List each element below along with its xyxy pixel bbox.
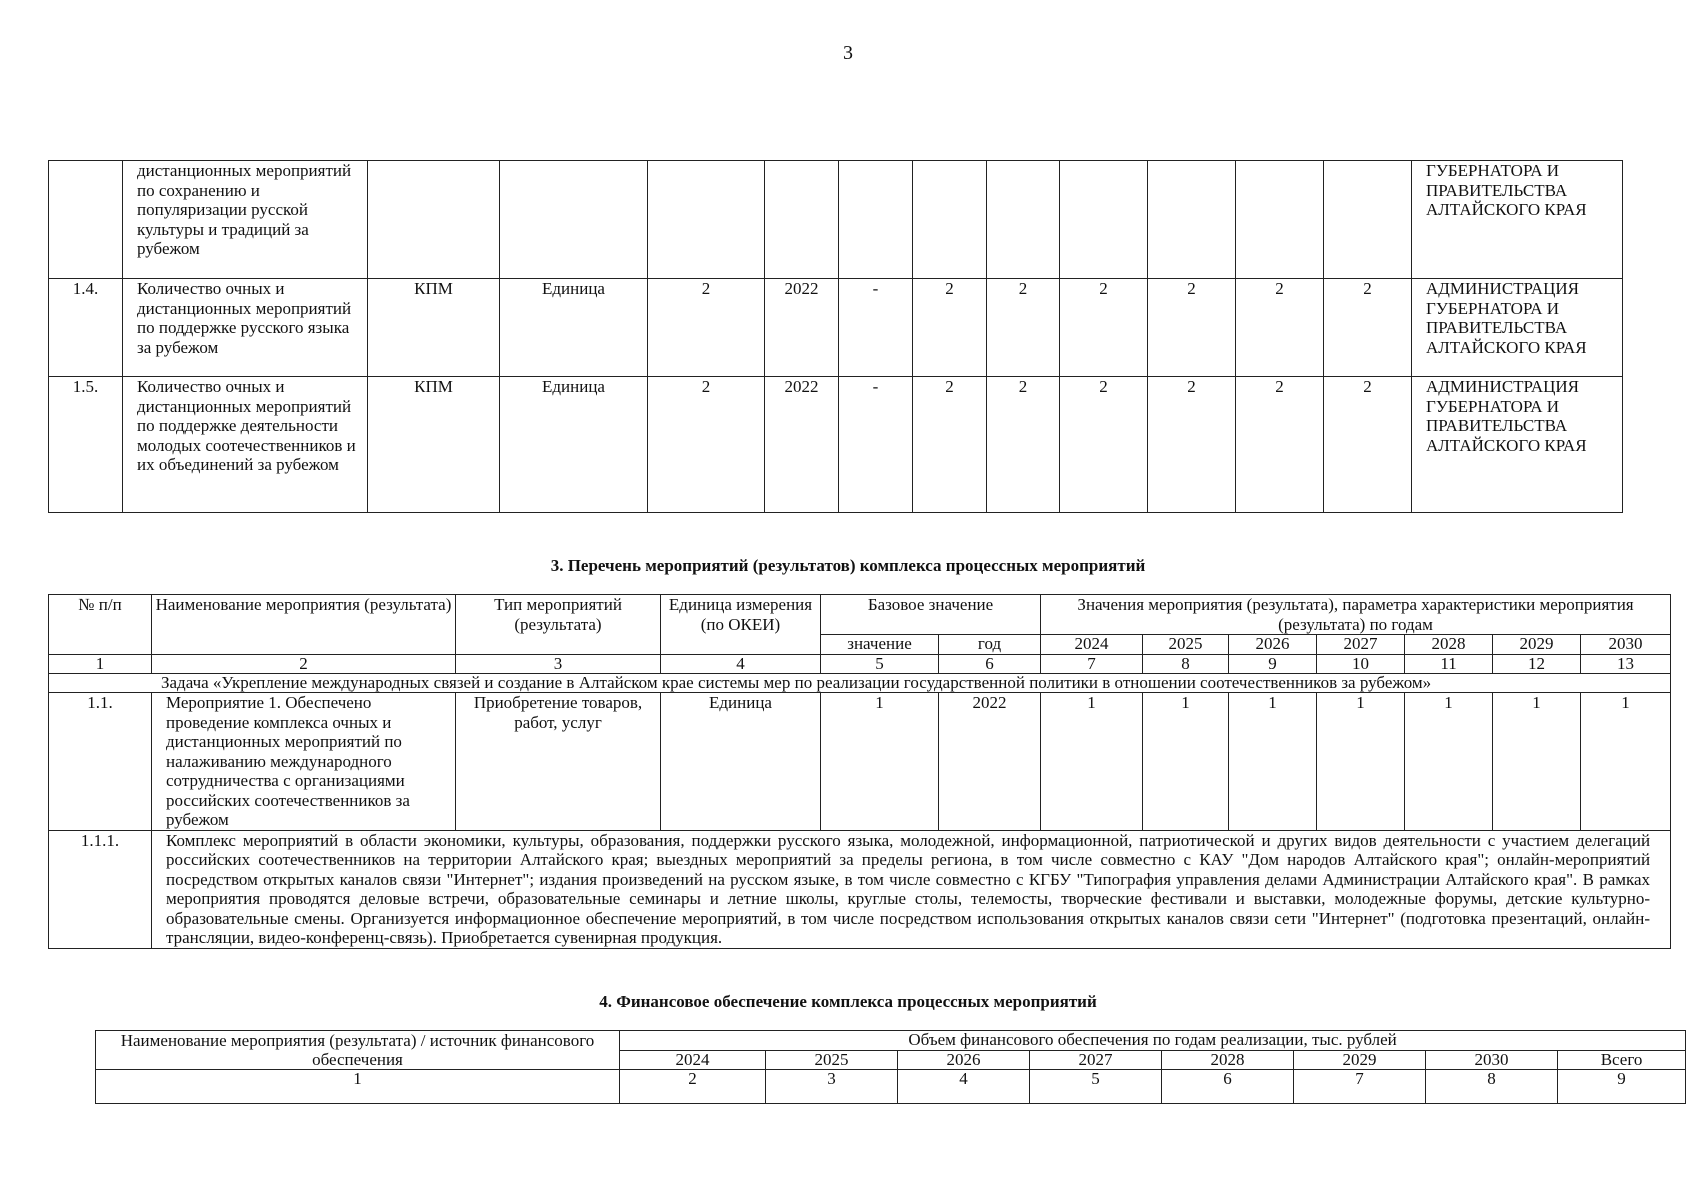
header-year: 2030: [1426, 1050, 1558, 1070]
indicator-type: [368, 161, 500, 279]
indicator-unit: [500, 161, 648, 279]
table-row: [49, 830, 1671, 948]
year-value: [839, 161, 913, 279]
table-row: [49, 377, 1623, 513]
year-value: 2: [1324, 377, 1412, 513]
row-number: 1.4.: [49, 279, 123, 377]
year-value: 1: [1493, 693, 1581, 831]
header-values: Значения мероприятия (результата), параметра характеристики мероприятия (результата) по годам: [1041, 595, 1671, 635]
header-base-value: значение: [821, 635, 939, 655]
header-year: 2030: [1581, 635, 1671, 655]
year-value: [1148, 161, 1236, 279]
year-value: -: [839, 279, 913, 377]
row-number: [49, 161, 123, 279]
column-number: 5: [821, 655, 939, 674]
column-number: 1: [96, 1070, 620, 1104]
year-value: 1: [1317, 693, 1405, 831]
financing-table: [95, 1030, 1686, 1104]
indicator-name: дистанционных мероприятий по сохранению и популяризации русской культуры и традиций за рубежом: [123, 161, 368, 279]
header-name: Наименование мероприятия (результата) / источник финансового обеспечения: [96, 1031, 620, 1070]
header-unit: Единица измерения (по ОКЕИ): [661, 595, 821, 655]
year-value: 2: [1236, 279, 1324, 377]
year-value: [913, 161, 987, 279]
column-number: 3: [766, 1070, 898, 1104]
year-value: 2: [1060, 377, 1148, 513]
responsible: АДМИНИСТРАЦИЯ ГУБЕРНАТОРА И ПРАВИТЕЛЬСТВА АЛТАЙСКОГО КРАЯ: [1412, 279, 1623, 377]
base-year: [765, 161, 839, 279]
column-number: 5: [1030, 1070, 1162, 1104]
row-number: 1.5.: [49, 377, 123, 513]
year-value: -: [839, 377, 913, 513]
indicator-name: Количество очных и дистанционных мероприятий по поддержке деятельности молодых соотечественников и их объединений за рубежом: [123, 377, 368, 513]
year-value: 1: [1405, 693, 1493, 831]
year-value: 2: [1148, 377, 1236, 513]
year-value: 2: [913, 279, 987, 377]
column-number: 3: [456, 655, 661, 674]
year-value: 1: [1229, 693, 1317, 831]
sub-event-description: Комплекс мероприятий в области экономики, культуры, образования, поддержки русского языка, молодежной, информационной, патриотической и других видов деятельности с участием делегаций российских соотечественников на территории Алтайского края; выездных мероприятий за пределы региона, в том числе совместно с КАУ "Дом народов Алтайского края"; онлайн-мероприятий посредством открытых каналов связи "Интернет"; издания произведений на русском языке, в том числе совместно с КГБУ "Типография управления делами Администрации Алтайского края". В рамках мероприятия проводятся деловые встречи, образовательные семинары и летние школы, круглые столы, телемосты, творческие фестивали и выставки, молодежные форумы, детские культурно-образовательные смены. Организуется информационное обеспечение мероприятий, в том числе посредством использования открытых каналов связи сети "Интернет" (подготовка презентаций, онлайн-трансляции, видео-конференц-связь). Приобретается сувенирная продукция.: [152, 830, 1671, 948]
task-text: Задача «Укрепление международных связей и создание в Алтайском крае системы мер по реализации государственной политики в отношении соотечественников за рубежом»: [49, 674, 1671, 693]
year-value: [1060, 161, 1148, 279]
year-value: 1: [1581, 693, 1671, 831]
event-number: 1.1.: [49, 693, 152, 831]
header-row: [96, 1031, 1686, 1051]
header-year: 2027: [1030, 1050, 1162, 1070]
section-3-title: 3. Перечень мероприятий (результатов) комплекса процессных мероприятий: [550, 556, 1146, 575]
year-value: [1324, 161, 1412, 279]
year-value: 2: [987, 377, 1060, 513]
header-year: 2025: [766, 1050, 898, 1070]
header-year: 2028: [1162, 1050, 1294, 1070]
header-year: 2027: [1317, 635, 1405, 655]
header-row: [49, 595, 1671, 635]
year-value: 2: [1060, 279, 1148, 377]
header-year: 2028: [1405, 635, 1493, 655]
column-number: 9: [1229, 655, 1317, 674]
indicator-unit: Единица: [500, 279, 648, 377]
year-value: 2: [1148, 279, 1236, 377]
header-year: 2026: [898, 1050, 1030, 1070]
column-number: 2: [620, 1070, 766, 1104]
column-number: 13: [1581, 655, 1671, 674]
indicator-type: КПМ: [368, 377, 500, 513]
base-value: 2: [648, 377, 765, 513]
section-4-title: 4. Финансовое обеспечение комплекса процессных мероприятий: [599, 992, 1097, 1011]
column-number: 6: [939, 655, 1041, 674]
indicator-unit: Единица: [500, 377, 648, 513]
column-number: 7: [1041, 655, 1143, 674]
header-total: Всего: [1558, 1050, 1686, 1070]
column-number: 9: [1558, 1070, 1686, 1104]
column-number: 10: [1317, 655, 1405, 674]
event-name: Мероприятие 1. Обеспечено проведение комплекса очных и дистанционных мероприятий по налаживанию международного сотрудничества с организациями российских соотечественников за рубежом: [152, 693, 456, 831]
event-type: Приобретение товаров, работ, услуг: [456, 693, 661, 831]
column-number: 8: [1426, 1070, 1558, 1104]
year-value: [987, 161, 1060, 279]
header-base: Базовое значение: [821, 595, 1041, 635]
column-number: 2: [152, 655, 456, 674]
base-year: 2022: [939, 693, 1041, 831]
column-number: 6: [1162, 1070, 1294, 1104]
year-value: 2: [1324, 279, 1412, 377]
header-year: 2024: [1041, 635, 1143, 655]
indicator-type: КПМ: [368, 279, 500, 377]
indicator-name: Количество очных и дистанционных мероприятий по поддержке русского языка за рубежом: [123, 279, 368, 377]
header-name: Наименование мероприятия (результата): [152, 595, 456, 655]
event-unit: Единица: [661, 693, 821, 831]
year-value: 2: [1236, 377, 1324, 513]
header-type: Тип мероприятий (результата): [456, 595, 661, 655]
base-value: 1: [821, 693, 939, 831]
header-year: 2029: [1493, 635, 1581, 655]
year-value: [1236, 161, 1324, 279]
table-row: [49, 161, 1623, 279]
header-volume: Объем финансового обеспечения по годам реализации, тыс. рублей: [620, 1031, 1686, 1051]
column-number: 4: [661, 655, 821, 674]
column-number: 4: [898, 1070, 1030, 1104]
header-num: № п/п: [49, 595, 152, 655]
header-year: 2025: [1143, 635, 1229, 655]
base-year: 2022: [765, 279, 839, 377]
responsible: ГУБЕРНАТОРА И ПРАВИТЕЛЬСТВА АЛТАЙСКОГО КРАЯ: [1412, 161, 1623, 279]
indicators-table-continued: [48, 160, 1623, 513]
header-year: 2024: [620, 1050, 766, 1070]
column-number: 11: [1405, 655, 1493, 674]
year-value: 2: [987, 279, 1060, 377]
responsible: АДМИНИСТРАЦИЯ ГУБЕРНАТОРА И ПРАВИТЕЛЬСТВА АЛТАЙСКОГО КРАЯ: [1412, 377, 1623, 513]
page-number: 3: [843, 42, 853, 64]
year-value: 1: [1041, 693, 1143, 831]
year-value: 2: [913, 377, 987, 513]
column-number: 12: [1493, 655, 1581, 674]
events-table: [48, 594, 1671, 949]
base-year: 2022: [765, 377, 839, 513]
header-year: 2029: [1294, 1050, 1426, 1070]
base-value: 2: [648, 279, 765, 377]
base-value: [648, 161, 765, 279]
table-row: [49, 693, 1671, 831]
column-number: 1: [49, 655, 152, 674]
table-row: [49, 279, 1623, 377]
sub-event-number: 1.1.1.: [49, 830, 152, 948]
column-number: 8: [1143, 655, 1229, 674]
task-row: [49, 674, 1671, 693]
header-year: 2026: [1229, 635, 1317, 655]
column-numbers-row: [49, 655, 1671, 674]
column-number: 7: [1294, 1070, 1426, 1104]
year-value: 1: [1143, 693, 1229, 831]
column-numbers-row: [96, 1070, 1686, 1104]
header-base-year: год: [939, 635, 1041, 655]
